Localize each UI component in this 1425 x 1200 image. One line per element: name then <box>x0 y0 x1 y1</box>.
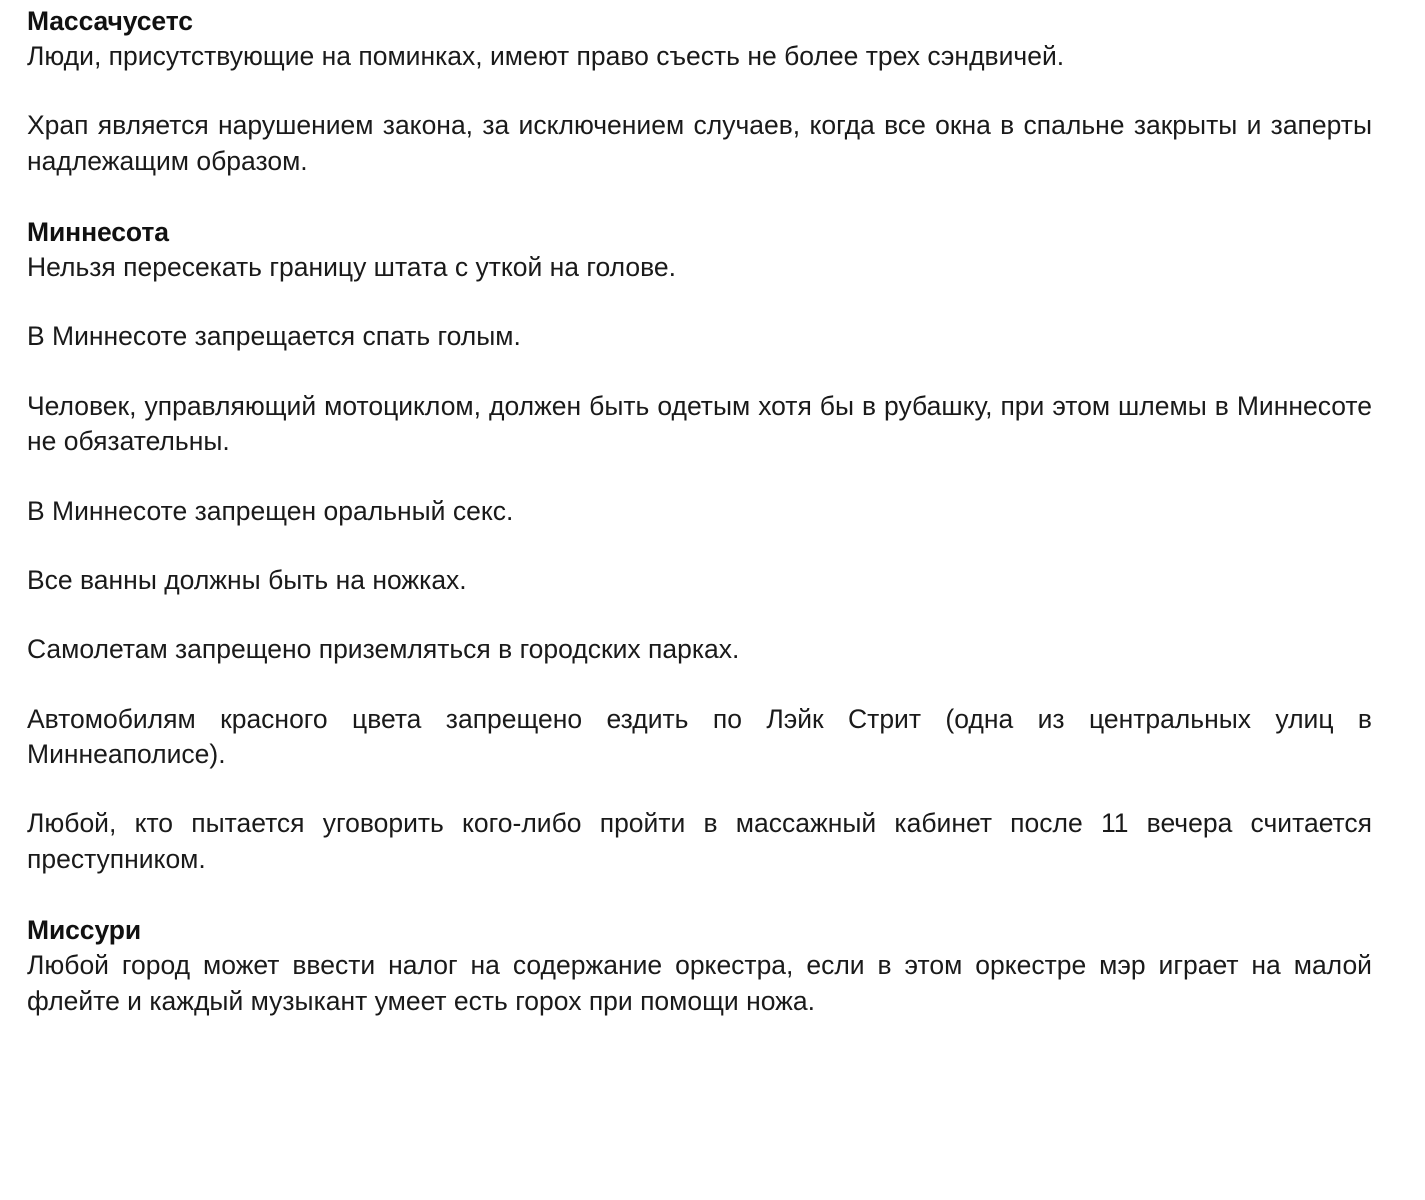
document-body <box>27 4 1372 1019</box>
law-paragraph: Автомобилям красного цвета запрещено ездить по Лэйк Стрит (одна из центральных улиц в Миннеаполисе). <box>27 703 1372 770</box>
state-section <box>27 215 1372 877</box>
law-paragraph: Любой город может ввести налог на содержание оркестра, если в этом оркестре мэр играет на малой флейте и каждый музыкант умеет есть горох при помощи ножа. <box>27 950 1372 1016</box>
law-paragraph: Нельзя пересекать границу штата с уткой на голове. <box>27 252 677 283</box>
law-paragraph: Самолетам запрещено приземляться в городских парках. <box>27 634 740 665</box>
law-paragraph: В Миннесоте запрещается спать голым. <box>27 321 521 352</box>
law-paragraph: Человек, управляющий мотоциклом, должен быть одетым хотя бы в рубашку, при этом шлемы в Миннесоте не обязательны. <box>27 390 1372 457</box>
state-heading: Массачусетс <box>27 6 193 36</box>
law-paragraph: Храп является нарушением закона, за исключением случаев, когда все окна в спальне закрыты и заперты надлежащим образом. <box>27 110 1372 176</box>
state-heading: Миннесота <box>27 217 169 248</box>
law-paragraph: Все ванны должны быть на ножках. <box>27 564 467 595</box>
state-section <box>27 4 1372 179</box>
law-paragraph: Любой, кто пытается уговорить кого-либо пройти в массажный кабинет после 11 вечера считается преступником. <box>27 808 1372 874</box>
law-paragraph: В Миннесоте запрещен оральный секс. <box>27 495 514 526</box>
state-heading: Миссури <box>27 915 142 946</box>
state-section <box>27 913 1372 1019</box>
law-paragraph: Люди, присутствующие на поминках, имеют право съесть не более трех сэндвичей. <box>27 40 1065 71</box>
